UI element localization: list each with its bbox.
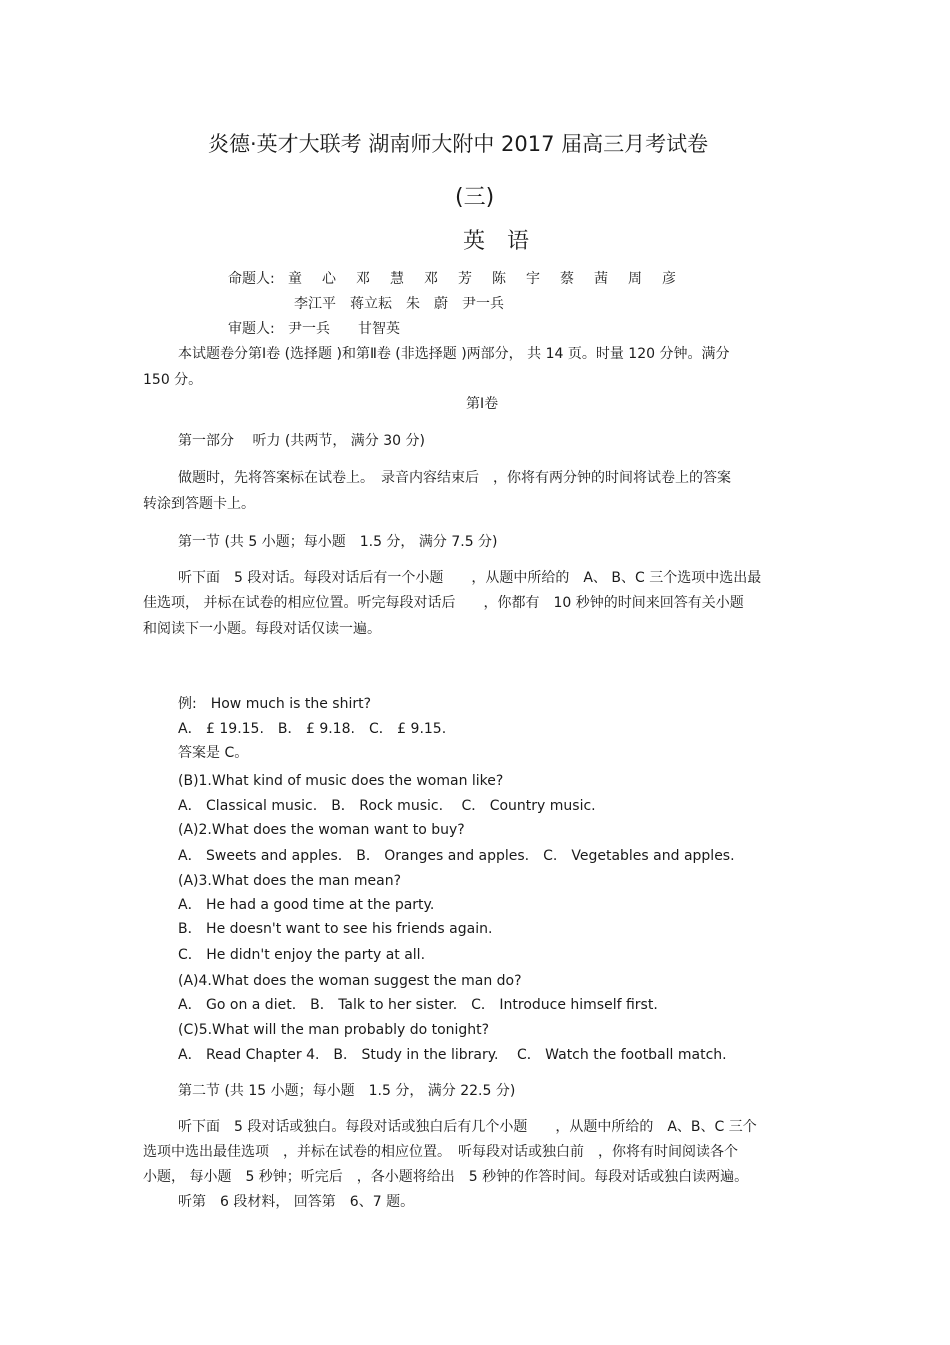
- section1-instructions-2: 佳选项， 并标在试卷的相应位置。听完每段对话后 ，你都有 10 秒钟的时间来回答有关小题: [143, 595, 744, 611]
- section1-instructions-1: 听下面 5 段对话。每段对话后有一个小题 ，从题中所给的 A、 B、C 三个选项中选出最: [178, 570, 762, 586]
- authors-line-2: 李江平 蒋立耘 朱 蔚 尹一兵: [294, 296, 504, 312]
- subject-title: 英语: [463, 229, 552, 254]
- reviewers: 尹一兵 甘智英: [288, 321, 400, 337]
- reviewer-label: 审题人:: [228, 321, 275, 337]
- section1-instructions-3: 和阅读下一小题。每段对话仅读一遍。: [143, 621, 381, 637]
- section2-instructions-3: 小题， 每小题 5 秒钟；听完后 ，各小题将给出 5 秒钟的作答时间。每段对话或独白读两遍。: [143, 1169, 749, 1185]
- question-3: (A)3.What does the man mean?: [178, 873, 402, 889]
- section2-instructions-2: 选项中选出最佳选项 ，并标在试卷的相应位置。 听每段对话或独白前 ，你将有时间阅读各个: [143, 1144, 738, 1160]
- question-3-option-b: B． He doesn't want to see his friends again.: [178, 921, 493, 937]
- intro-line-2: 150 分。: [143, 372, 203, 388]
- authors-line-1: 童 心 邓 慧 邓 芳 陈 宇 蔡 茜 周 彦: [288, 271, 679, 287]
- example-options: A． £ 19.15. B． £ 9.18. C． £ 9.15.: [178, 721, 447, 737]
- question-2: (A)2.What does the woman want to buy?: [178, 822, 465, 838]
- exam-subtitle: (三): [455, 185, 495, 210]
- question-1-options: A． Classical music. B． Rock music. C． Country music.: [178, 798, 596, 814]
- part1-instructions-1: 做题时，先将答案标在试卷上。 录音内容结束后 ，你将有两分钟的时间将试卷上的答案: [178, 470, 731, 486]
- question-3-option-c: C． He didn't enjoy the party at all.: [178, 947, 426, 963]
- question-2-options: A． Sweets and apples. B． Oranges and apples. C. Vegetables and apples.: [178, 848, 735, 864]
- section2-material: 听第 6 段材料， 回答第 6、7 题。: [178, 1194, 415, 1210]
- exam-title: 炎德·英才大联考 湖南师大附中 2017 届高三月考试卷: [208, 132, 709, 156]
- section2-instructions-1: 听下面 5 段对话或独白。每段对话或独白后有几个小题 ，从题中所给的 A、B、C 三个: [178, 1119, 757, 1135]
- question-4: (A)4.What does the woman suggest the man do?: [178, 973, 522, 989]
- question-3-option-a: A． He had a good time at the party.: [178, 897, 435, 913]
- authors-label: 命题人:: [228, 271, 275, 287]
- question-4-options: A． Go on a diet. B． Talk to her sister. C． Introduce himself first.: [178, 997, 658, 1013]
- section1-heading: 第一节 (共 5 小题；每小题 1.5 分， 满分 7.5 分): [178, 534, 498, 550]
- example-answer: 答案是 C。: [178, 745, 249, 761]
- question-5-options: A． Read Chapter 4. B． Study in the library. C． Watch the football match.: [178, 1047, 727, 1063]
- part1-heading: 第一部分 听力 (共两节， 满分 30 分): [178, 433, 425, 449]
- question-1: (B)1.What kind of music does the woman like?: [178, 773, 504, 789]
- example-question: 例: How much is the shirt?: [178, 696, 372, 712]
- section2-heading: 第二节 (共 15 小题；每小题 1.5 分， 满分 22.5 分): [178, 1083, 516, 1099]
- part1-instructions-2: 转涂到答题卡上。: [143, 496, 255, 512]
- volume-heading: 第Ⅰ卷: [466, 396, 499, 412]
- question-5: (C)5.What will the man probably do tonight?: [178, 1022, 490, 1038]
- intro-line-1: 本试题卷分第Ⅰ卷 (选择题 )和第Ⅱ卷 (非选择题 )两部分， 共 14 页。时量 120 分钟。满分: [178, 346, 730, 362]
